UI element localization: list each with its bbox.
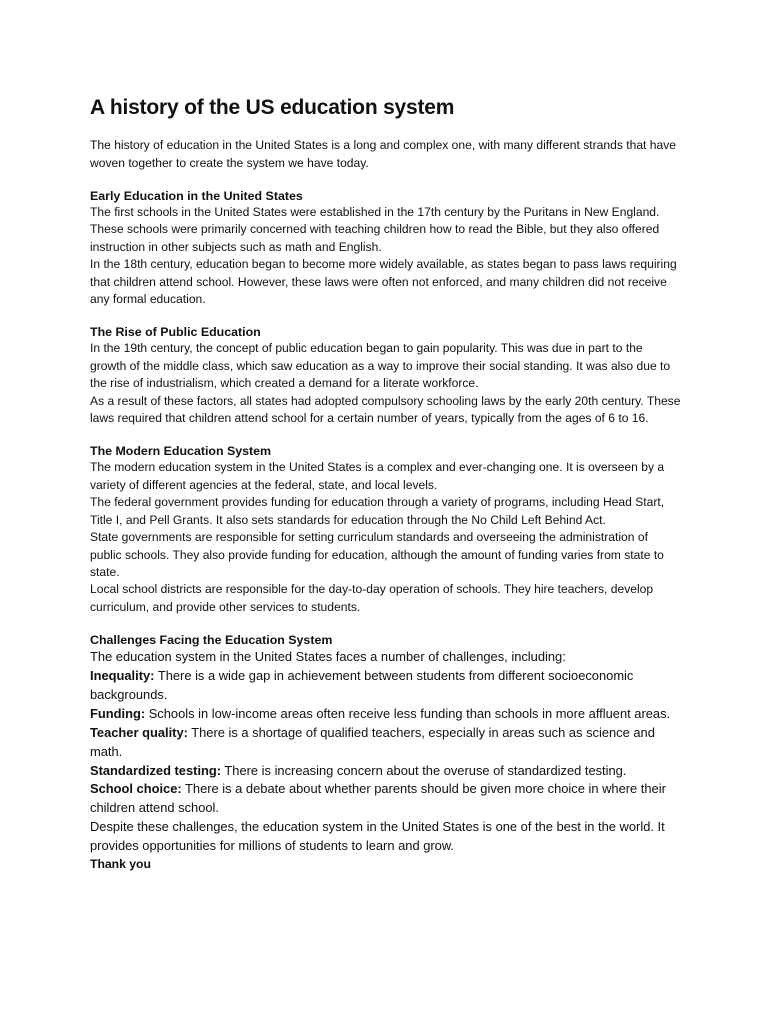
- paragraph: State governments are responsible for setting curriculum standards and overseeing the administration of public schools. They also provide funding for education, although the amount of funding varies from state to state.: [90, 530, 664, 579]
- challenge-term: Inequality:: [90, 668, 155, 684]
- challenge-term: School choice:: [90, 781, 182, 797]
- challenge-text: There is a wide gap in achievement between students from different socioeconomic backgrounds.: [90, 668, 634, 702]
- section-heading: Early Education in the United States: [90, 189, 303, 203]
- challenge-term: Teacher quality:: [90, 724, 188, 740]
- challenge-item-funding: [90, 705, 682, 724]
- section-early-education: [90, 188, 682, 308]
- paragraph: Local school districts are responsible for the day-to-day operation of schools. They hire teachers, develop curriculum, and provide other services to students.: [90, 582, 654, 614]
- intro-paragraph: The history of education in the United States is a long and complex one, with many different strands that have woven together to create the system we have today.: [90, 138, 676, 170]
- challenge-text: Schools in low-income areas often receive less funding than schools in more affluent areas.: [145, 705, 671, 721]
- closing-text: Thank you: [90, 857, 151, 872]
- paragraph: In the 18th century, education began to become more widely available, as states began to pass laws requiring that children attend school. However, these laws were often not enforced, and many children did not receive any formal education.: [90, 257, 677, 307]
- section-heading: The Rise of Public Education: [90, 325, 261, 340]
- paragraph: In the 19th century, the concept of public education began to gain popularity. This was due in part to the growth of the middle class, which saw education as a way to improve their social standing. It was also due to the rise of industrialism, which created a demand for a literate workforce.: [90, 341, 671, 391]
- paragraph: As a result of these factors, all states had adopted compulsory schooling laws by the early 20th century. These laws required that children attend school for a certain number of years, typically from the ages of 6 to 16.: [90, 393, 681, 426]
- section-public-education: [90, 324, 682, 427]
- challenge-item-teacher-quality: [90, 724, 682, 762]
- paragraph: The modern education system in the United States is a complex and ever-changing one. It is overseen by a variety of different agencies at the federal, state, and local levels.: [90, 460, 665, 492]
- challenge-term: Funding:: [90, 705, 146, 721]
- conclusion-paragraph: Despite these challenges, the education system in the United States is one of the best in the world. It provides opportunities for millions of students to learn and grow.: [90, 819, 665, 854]
- challenge-text: There is a shortage of qualified teachers, especially in areas such as science and math.: [90, 724, 655, 759]
- section-challenges: [90, 632, 682, 873]
- section-modern-education: [90, 443, 682, 616]
- section-heading: The Modern Education System: [90, 444, 272, 459]
- challenge-item-school-choice: [90, 780, 682, 818]
- document-page: [90, 95, 682, 889]
- paragraph: The federal government provides funding for education through a variety of programs, including Head Start, Title I, and Pell Grants. It also sets standards for education through the No Child Left Behind Act.: [90, 495, 665, 527]
- challenge-term: Standardized testing:: [90, 762, 222, 778]
- challenge-item-standardized-testing: [90, 762, 682, 781]
- challenge-text: There is increasing concern about the overuse of standardized testing.: [221, 762, 627, 778]
- section-heading: Challenges Facing the Education System: [90, 633, 333, 648]
- challenge-item-inequality: [90, 667, 682, 705]
- challenge-text: There is a debate about whether parents should be given more choice in where their children attend school.: [90, 781, 666, 816]
- challenges-intro: The education system in the United States faces a number of challenges, including:: [90, 649, 566, 665]
- document-title: A history of the US education system: [90, 96, 455, 119]
- paragraph: The first schools in the United States were established in the 17th century by the Puritans in New England. These schools were primarily concerned with teaching children how to read the Bible, but they also offered instruction in other subjects such as math and English.: [90, 205, 660, 254]
